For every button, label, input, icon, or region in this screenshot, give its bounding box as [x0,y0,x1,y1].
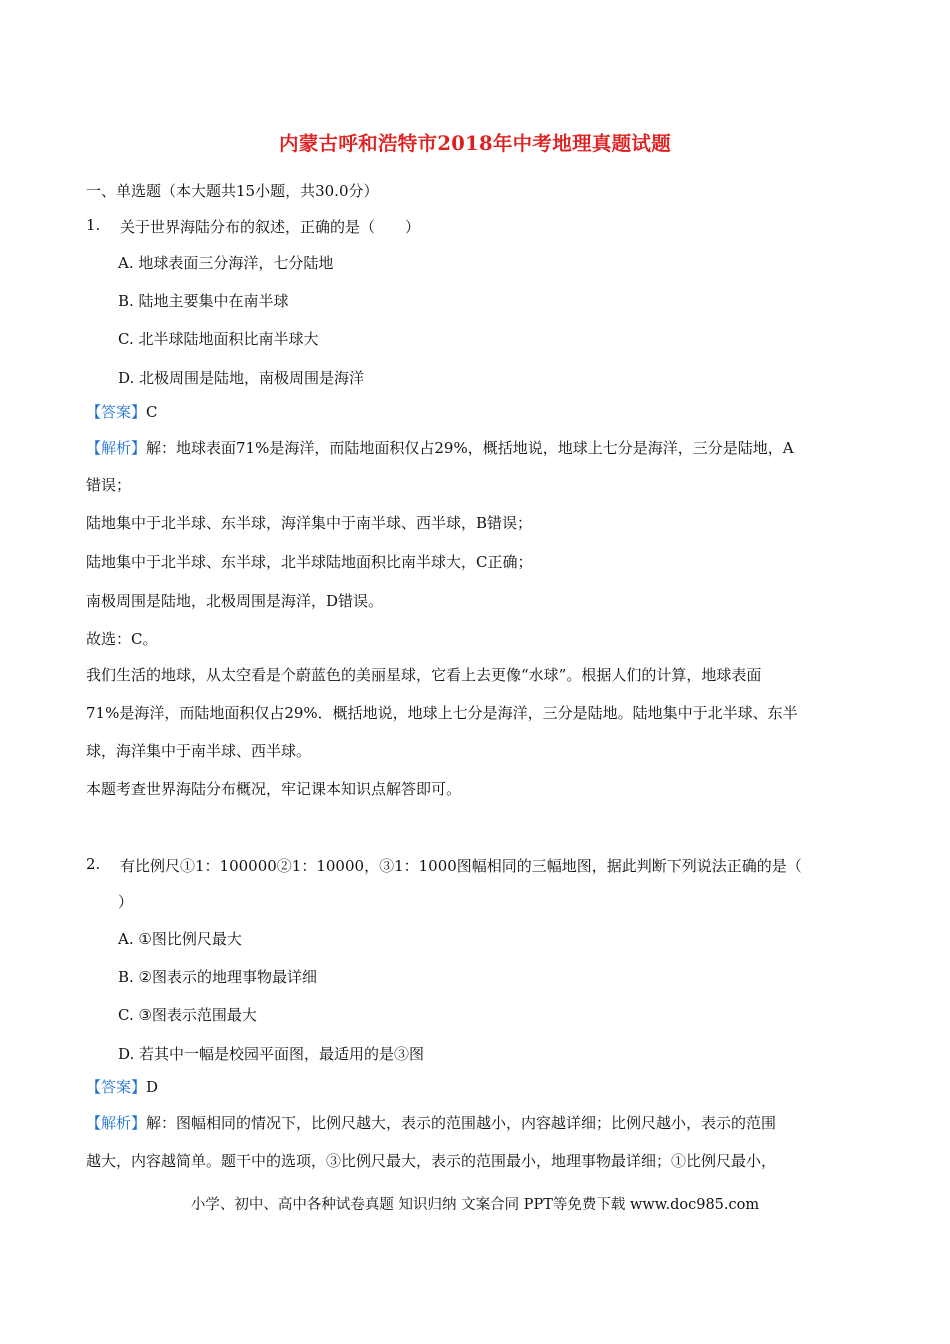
page-footer: 小学、初中、高中各种试卷真题 知识归纳 文案合同 PPT等免费下载 www.doc985.com [190,1197,760,1213]
answer-tag: 【答案】 [86,1078,147,1096]
question-2-analysis-line [86,1112,776,1133]
question-2-answer [86,1076,158,1097]
question-2-option-c: C. ③图表示范围最大 [118,1006,257,1024]
question-2-number: 2. [86,855,101,873]
question-2-option-d: D. 若其中一幅是校园平面图，最适用的是③图 [118,1045,425,1063]
question-1-analysis-line: 71%是海洋，而陆地面积仅占29%．概括地说，地球上七分是海洋，三分是陆地。陆地集中于北半球、东半 [86,704,798,722]
question-1-analysis-line: 球，海洋集中于南半球、西半球。 [86,742,312,760]
answer-value: C [146,403,158,421]
question-2-stem-end: ） [118,893,134,911]
page-title: 内蒙古呼和浩特市2018年中考地理真题试题 [278,132,672,155]
question-1-analysis-line: 南极周围是陆地，北极周围是海洋，D错误。 [86,592,384,610]
question-1-analysis-line: 故选：C。 [86,630,158,648]
analysis-tag: 【解析】 [86,439,147,457]
answer-value: D [146,1078,159,1096]
analysis-text: 解：地球表面71%是海洋，而陆地面积仅占29%，概括地说，地球上七分是海洋，三分是陆地，A [146,439,794,457]
analysis-tag: 【解析】 [86,1114,147,1132]
question-1-option-c: C. 北半球陆地面积比南半球大 [118,330,319,348]
question-1-analysis-line: 陆地集中于北半球、东半球，海洋集中于南半球、西半球，B错误； [86,514,533,532]
question-1-stem: 关于世界海陆分布的叙述，正确的是（ ） [120,218,421,236]
question-1-answer [86,401,158,422]
section-header: 一、单选题（本大题共15小题，共30.0分） [86,182,379,200]
question-1-analysis-line: 陆地集中于北半球、东半球，北半球陆地面积比南半球大，C正确； [86,553,533,571]
question-1-option-a: A. 地球表面三分海洋，七分陆地 [118,254,334,272]
question-1-analysis-line: 本题考查世界海陆分布概况，牢记课本知识点解答即可。 [86,780,462,798]
question-2-option-a: A. ①图比例尺最大 [118,930,242,948]
question-2-option-b: B. ②图表示的地理事物最详细 [118,968,318,986]
question-1-analysis-line: 我们生活的地球，从太空看是个蔚蓝色的美丽星球，它看上去更像“水球”。根据人们的计算，地球表面 [86,666,762,684]
question-2-stem: 有比例尺①1：100000②1：10000，③1：1000图幅相同的三幅地图，据此判断下列说法正确的是（ [120,857,802,875]
question-1-analysis-line: 错误； [86,476,132,494]
question-1-analysis-line [86,437,794,458]
question-1-option-d: D. 北极周围是陆地，南极周围是海洋 [118,369,365,387]
question-1-number: 1. [86,216,101,234]
question-1-option-b: B. 陆地主要集中在南半球 [118,292,289,310]
question-2-analysis-line: 越大，内容越简单。题干中的选项，③比例尺最大，表示的范围最小，地理事物最详细；①比例尺最小， [86,1152,777,1170]
analysis-text: 解：图幅相同的情况下，比例尺越大，表示的范围越小，内容越详细；比例尺越小，表示的范围 [146,1114,777,1132]
answer-tag: 【答案】 [86,403,147,421]
